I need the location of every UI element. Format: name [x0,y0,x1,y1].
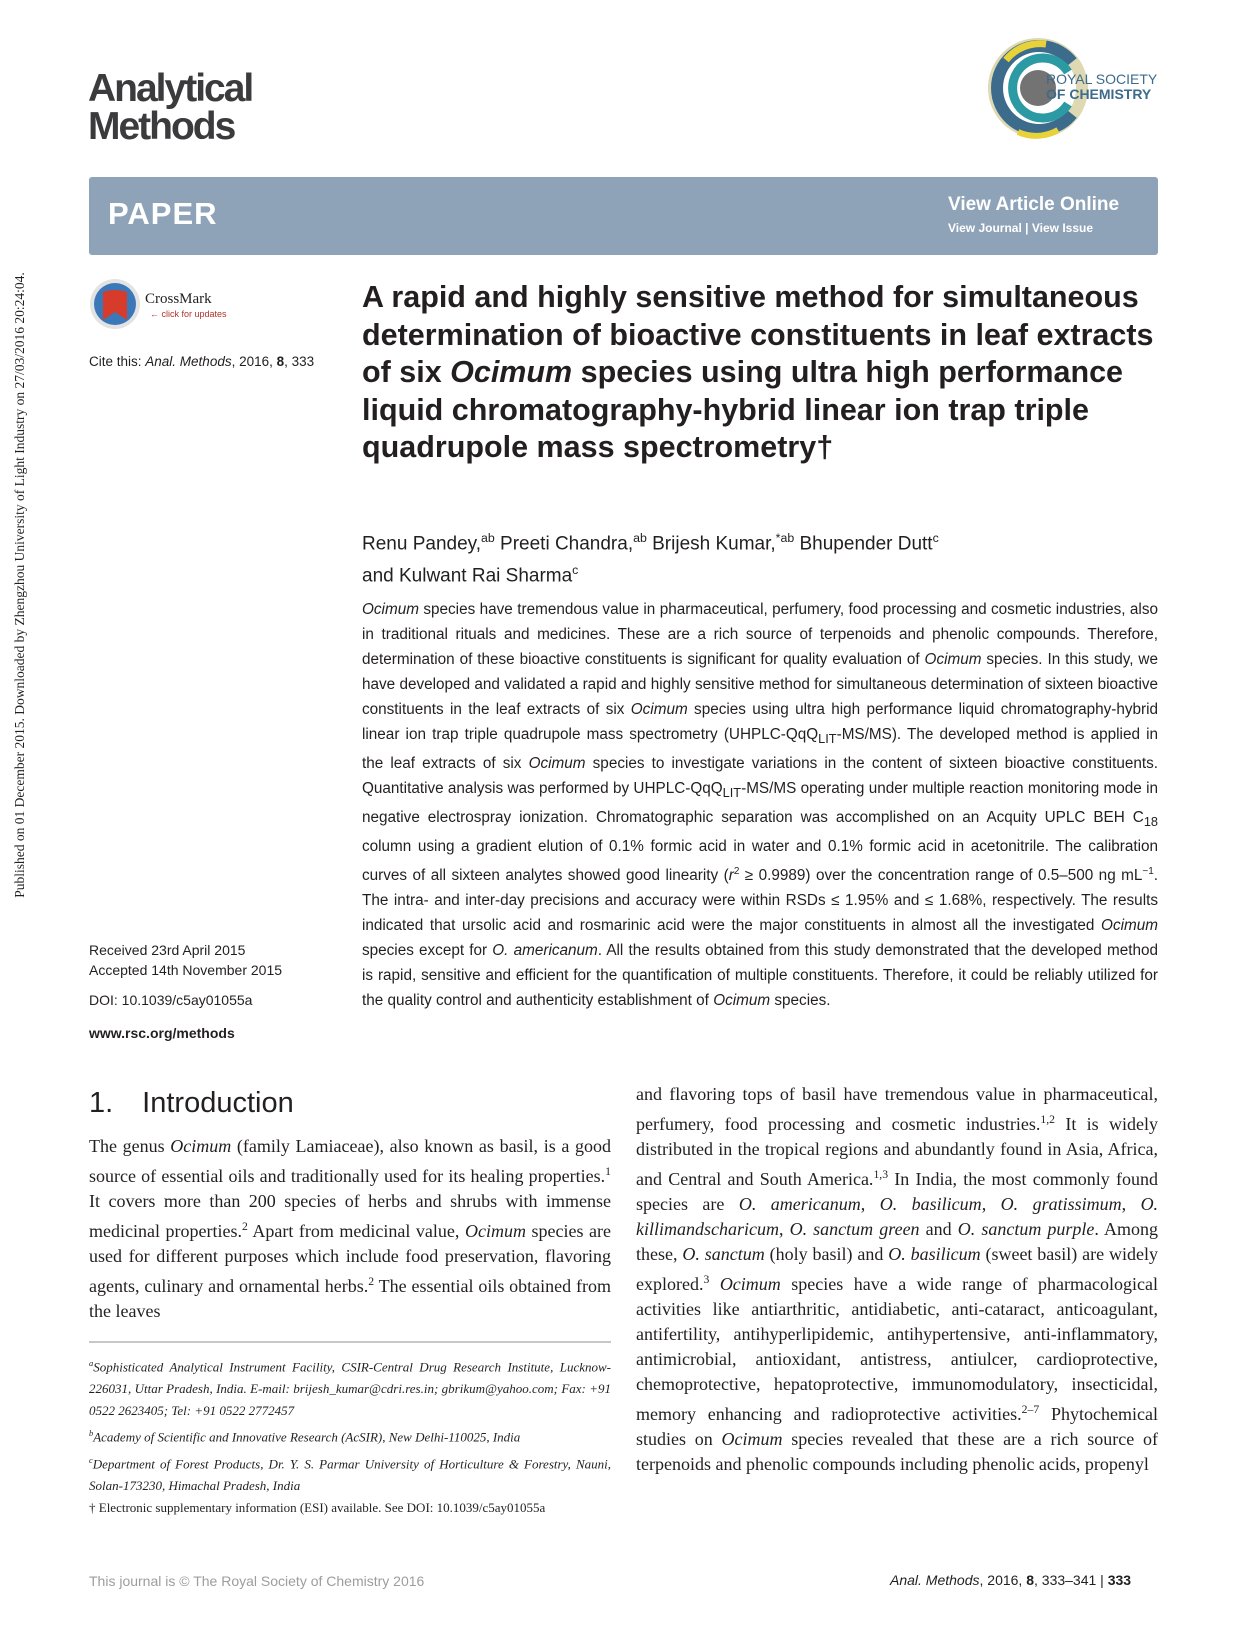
journal-title-line1: Analytical [88,67,253,110]
author-name[interactable]: Bhupender Dutt [794,533,933,555]
body-run: Apart from medicinal value, [247,1221,465,1241]
footnote-text: Sophisticated Analytical Instrument Facility, CSIR-Central Drug Research Institute, Lucknow-226031, Uttar Pradesh, India. E-mail: brijesh_kumar@cdri.res.in; gbrikum@yahoo.com; Fax: +91 0522 2623405; Tel: +91 0522 2772457 [89,1359,611,1419]
footer-citation [890,1572,1131,1588]
view-article-online-link[interactable]: View Article Online [948,194,1120,215]
page-number: 333 [1107,1572,1132,1588]
body-column-left [89,1134,611,1324]
footnote-a [89,1352,611,1422]
citation [89,354,314,369]
abstract-subscript: LIT [722,785,742,801]
rsc-logo[interactable] [988,32,1158,144]
body-run: It covers more than 200 species of herbs and shrubs with immense medicinal properties. [89,1191,611,1241]
author-affiliation: c [932,531,939,545]
reference-marker[interactable]: 1 [605,1165,611,1178]
citation-volume: 8 [276,354,285,369]
accepted-date: Accepted 14th November 2015 [89,961,283,978]
footnotes [89,1352,611,1519]
doi[interactable]: DOI: 10.1039/c5ay01055a [89,992,253,1008]
footnote-text: Department of Forest Products, Dr. Y. S. Parmar University of Horticulture & Forestry, Nauni, Solan-173230, Himachal Pradesh, India [89,1455,611,1493]
body-run: and flavoring tops of basil have tremendous value in pharmaceutical, perfumery, food processing and cosmetic industries. [636,1084,1158,1134]
author-name[interactable]: Preeti Chandra, [494,533,634,555]
view-issue-link[interactable]: View Issue [1031,221,1094,235]
abstract-subscript: 18 [1143,814,1158,830]
view-links-separator: | [1025,221,1029,235]
abstract-genus: Ocimum [362,601,419,618]
download-note [5,150,35,1020]
view-journal-link[interactable]: View Journal [948,221,1022,235]
abstract [362,597,1158,1013]
author-name[interactable]: Renu Pandey, [362,533,482,555]
footnote-marker: a [89,1358,94,1368]
crossmark-icon [89,278,141,330]
reference-marker[interactable]: 1,2 [1040,1113,1056,1126]
body-run: species revealed that these are a rich source of terpenoids and phenolic compounds including phenolic acids, propenyl [636,1429,1158,1474]
article-title [362,279,1172,467]
author-affiliation: *ab [775,531,795,545]
footnote-text: Academy of Scientific and Innovative Research (AcSIR), New Delhi-110025, India [93,1429,521,1445]
body-run [709,1274,719,1294]
footnote-text: † Electronic supplementary information (ESI) available. See DOI: 10.1039/c5ay01055a [89,1499,546,1515]
citation-journal: Anal. Methods [145,354,232,369]
article-type-label: PAPER [108,196,218,231]
abstract-run: species have tremendous value in pharmaceutical, perfumery, food processing and cosmetic industries, also in traditional rituals and medicines. These are a rich source of terpenoids and phenolic compounds. Therefore, determination of these bioactive constituents is significant for quality evaluation of [362,601,1158,668]
article-title-genus: Ocimum [450,355,573,389]
reference-marker[interactable]: 2 [368,1275,375,1288]
abstract-run: ≥ 0.9989) over the concentration range of 0.5–500 ng mL [739,867,1143,885]
body-paragraph [89,1134,611,1324]
abstract-run: . All the results obtained from this study demonstrated that the developed method is rapid, sensitive and efficient for the quantification of multiple constituents. Therefore, it could be reliably utilized for the quality control and authenticity establishment of [362,942,1159,1010]
article-title-part2: species using ultra high performance liquid chromatography-hybrid linear ion trap triple quadrupole mass spectrometry† [362,355,1124,464]
crossmark-label[interactable]: CrossMark [145,291,212,307]
abstract-run: species. In this study, we have developed and validated a rapid and highly sensitive method for simultaneous determination of sixteen bioactive constituents in the leaf extracts of six [362,651,1158,718]
citation-page: , 333 [284,354,315,369]
body-run: and [919,1219,958,1239]
footnote-divider [89,1341,611,1343]
rsc-logo-icon [988,32,1158,144]
body-column-right [636,1082,1158,1477]
body-run: In India, the most commonly found species are [636,1169,1158,1214]
footnote-c [89,1449,611,1497]
body-species: O. basilicum [888,1244,981,1264]
body-species: O. sanctum green [789,1219,920,1239]
body-species: O. sanctum [682,1244,765,1264]
footer-year: , 2016, [979,1572,1027,1588]
crossmark-sub-text: click for updates [161,309,227,319]
body-run: (holy basil) and [764,1244,889,1264]
abstract-genus: Ocimum [713,992,771,1010]
arrow-left-icon: ← [150,309,162,319]
article-type-banner [89,177,1158,255]
author-name[interactable]: Brijesh Kumar, [646,533,776,555]
footer-separator: | [1096,1572,1108,1588]
author-affiliation: c [572,563,579,578]
body-run: It is widely distributed in the tropical regions and abundantly found in Asia, Africa, and Central and South America. [636,1114,1159,1189]
body-genus: Ocimum [170,1136,232,1156]
body-species: O. americanum [738,1194,861,1214]
rsc-logo-line1: ROYAL SOCIETY [1046,71,1158,87]
journal-title [88,67,253,148]
footer-journal: Anal. Methods [890,1572,980,1588]
abstract-genus: Ocimum [1101,917,1158,935]
footer-volume: 8 [1026,1572,1034,1588]
body-genus: Ocimum [721,1429,783,1449]
body-paragraph [636,1082,1158,1477]
citation-prefix: Cite this: [89,354,146,369]
abstract-subscript: LIT [818,731,837,747]
journal-url-link[interactable]: www.rsc.org/methods [89,1025,235,1041]
abstract-genus: Ocimum [528,755,586,773]
abstract-run: -MS/MS). The developed method is applied in the leaf extracts of six [362,726,1158,773]
footer-copyright: This journal is © The Royal Society of Chemistry 2016 [89,1573,425,1589]
crossmark-sub[interactable] [150,309,227,319]
abstract-run: column using a gradient elution of 0.1% formic acid in water and 0.1% formic acid in acetonitrile. The calibration curves of all sixteen analytes showed good linearity ( [362,838,1158,885]
abstract-run: species using ultra high performance liquid chromatography-hybrid linear ion trap triple quadrupole mass spectrometry (UHPLC-QqQ [362,701,1158,743]
author-affiliation: ab [633,531,647,545]
article-dates [89,941,282,980]
body-run: , [981,1194,1001,1214]
body-species: O. sanctum purple [957,1219,1095,1239]
body-run: . Among these, [636,1219,1158,1264]
footnote-marker: c [89,1454,93,1465]
abstract-run: species to investigate variations in the content of sixteen bioactive constituents. Quantitative analysis was performed by UHPLC-QqQ [362,755,1158,798]
abstract-superscript: 2 [733,866,740,878]
body-run: species are used for different purposes which include food preservation, flavoring agents, culinary and ornamental herbs. [89,1221,611,1296]
reference-marker[interactable]: 2–7 [1021,1403,1040,1416]
author-name[interactable]: and Kulwant Rai Sharma [362,565,573,587]
article-title-part1: A rapid and highly sensitive method for simultaneous determination of bioactive constituents in leaf extracts of six [362,280,1154,389]
view-links [948,221,1093,235]
body-run: (sweet basil) are widely explored. [636,1244,1158,1294]
body-run: , [778,1219,790,1239]
body-run: (family Lamiaceae), also known as basil, is a good source of essential oils and traditionally used for its healing properties. [89,1136,611,1186]
reference-marker[interactable]: 1,3 [873,1168,889,1181]
footer-pages: , 333–341 [1034,1572,1097,1588]
body-run: The essential oils obtained from the leaves [89,1276,611,1321]
body-run: , [860,1194,880,1214]
abstract-run: species. [770,992,831,1010]
body-species: O. gratissimum [1000,1194,1122,1214]
body-genus: Ocimum [719,1274,781,1294]
body-run: The genus [89,1136,171,1156]
rsc-logo-line2: OF CHEMISTRY [1046,86,1152,102]
body-run: , [1121,1194,1141,1214]
body-run: species have a wide range of pharmacological activities like antiarthritic, antidiabetic, anti-cataract, anticoagulant, antifertility, antihyperlipidemic, antihypertensive, anti-inflammatory, antimicrobial, antioxidant, antistress, antiulcer, cardioprotective, chemoprotective, hepatoprotective, immunomodulatory, insecticidal, memory enhancing and radioprotective activities. [636,1274,1158,1424]
abstract-run: . The intra- and inter-day precisions and accuracy were within RSDs ≤ 1.95% and ≤ 1.68%, respectively. The results indicated that ursolic acid and rosmarinic acid were the major constituents in almost all the investigated [362,867,1158,935]
footnote-b [89,1422,611,1448]
body-species: O. killimandscharicum [636,1194,1159,1239]
abstract-species: O. americanum [492,942,598,960]
abstract-genus: Ocimum [630,701,688,718]
abstract-genus: Ocimum [924,651,982,668]
received-date: Received 23rd April 2015 [89,942,246,958]
abstract-superscript: −1 [1142,866,1154,878]
abstract-text [362,597,1158,1013]
abstract-symbol: r [728,867,734,885]
section-heading-introduction: 1. Introduction [89,1087,294,1119]
footnote-esi [89,1497,611,1519]
body-species: O. basilicum [879,1194,982,1214]
abstract-run: species except for [362,942,493,960]
reference-marker[interactable]: 2 [241,1220,248,1233]
body-genus: Ocimum [464,1221,526,1241]
download-note-text: Published on 01 December 2015. Downloaded by Zhengzhou University of Light Industry on 27/03/2016 20:24:04. [12,272,27,898]
abstract-run: -MS/MS operating under multiple reaction monitoring mode in negative electrospray ionization. Chromatographic separation was accomplished on an Acquity UPLC BEH C [362,780,1158,827]
reference-marker[interactable]: 3 [703,1273,710,1286]
author-list [362,525,1162,590]
citation-year: , 2016, [231,354,277,369]
journal-title-line2: Methods [88,105,235,148]
author-affiliation: ab [481,531,495,545]
body-run: Phytochemical studies on [636,1404,1158,1449]
footnote-marker: b [89,1428,94,1439]
